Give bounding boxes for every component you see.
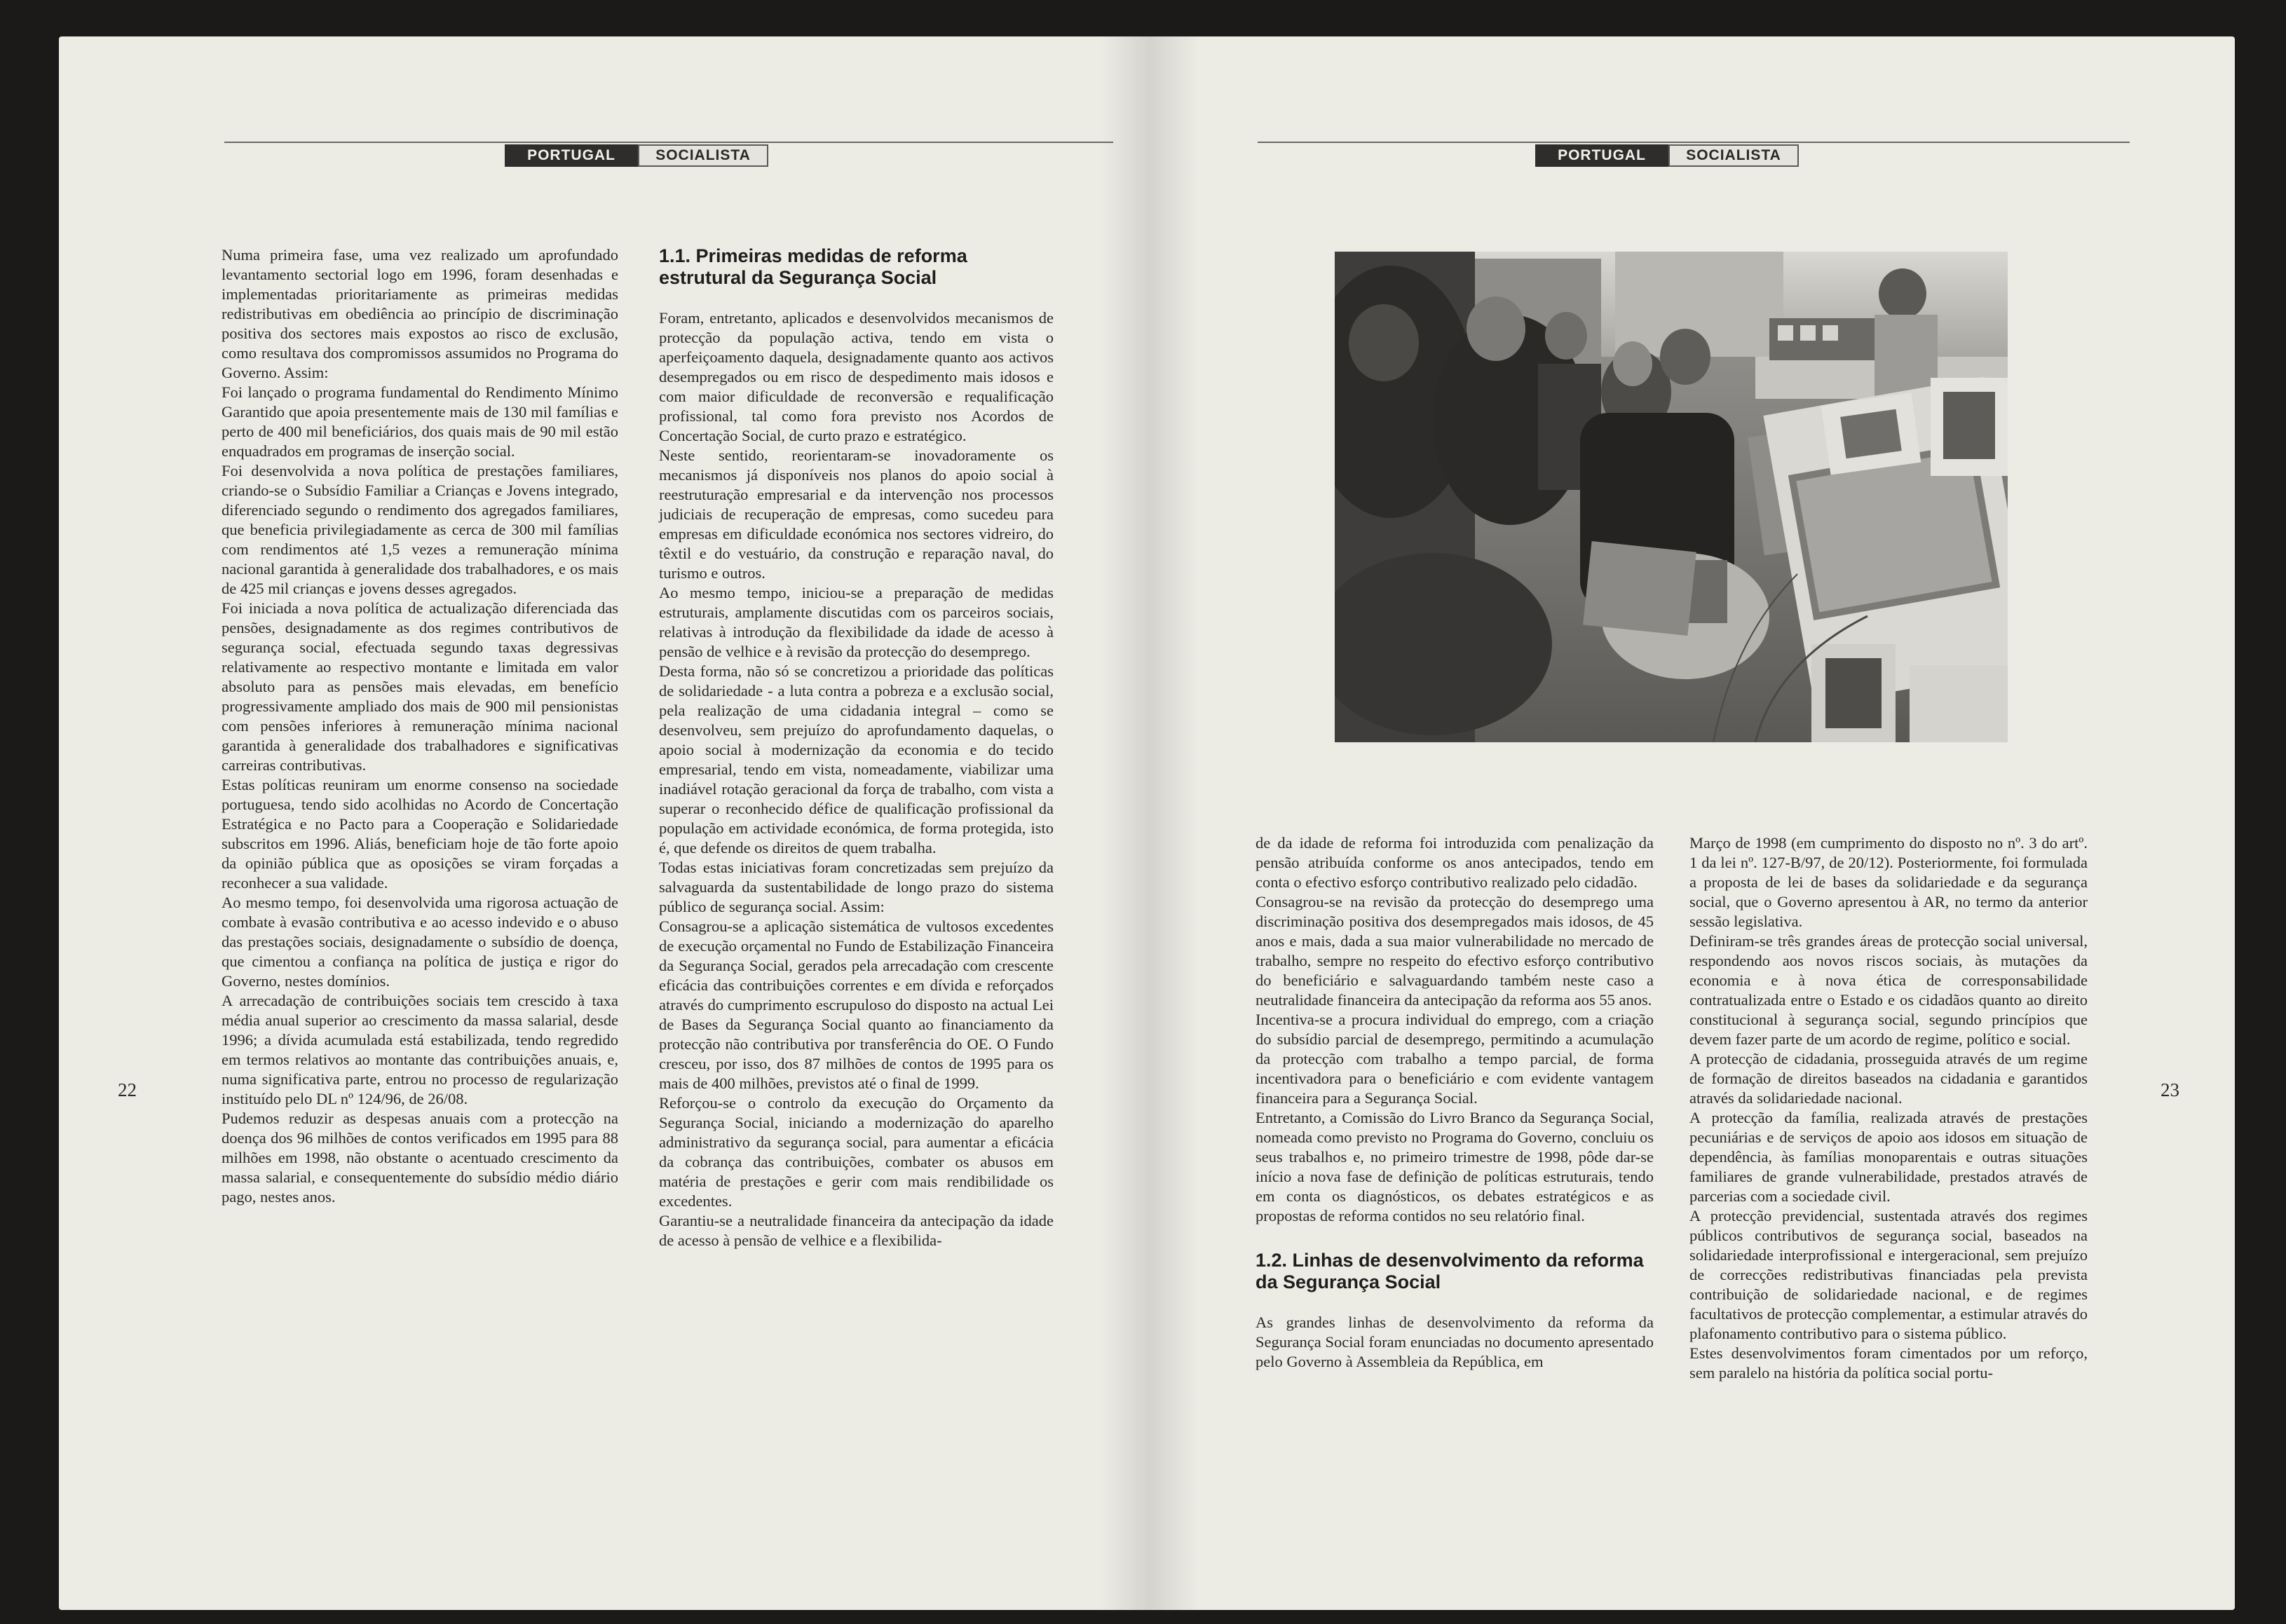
paragraph: Estes desenvolvimentos foram cimentados por um reforço, sem paralelo na história da política social portu- — [1689, 1344, 2088, 1381]
paragraph: de da idade de reforma foi introduzida com penalização da pensão atribuída conforme os anos antecipados, tendo em conta o efectivo esforço contributivo realizado pelo cidadão. — [1256, 834, 1654, 891]
header-rule-left — [224, 142, 1113, 143]
paragraph: Foi iniciada a nova política de actualização diferenciada das pensões, designadamente as dos regimes contributivos de segurança social, efectuada segundo taxas degressivas relativamente ao respectivo montante e limitada em valor absoluto para as pensões mais elevadas, em benefício progressivamente ampliado dos mais de 900 mil pensionistas com pensões inferiores à remuneração mínima nacional garantida à generalidade dos trabalhadores e significativas carreiras contributivas. — [222, 599, 618, 774]
paragraph: A protecção de cidadania, prosseguida através de um regime de formação de direitos baseados na cidadania e garantidos através da solidariedade nacional. — [1689, 1050, 2088, 1107]
paragraph: Todas estas iniciativas foram concretizadas sem prejuízo da salvaguarda da sustentabilidade de longo prazo do sistema público de segurança social. Assim: — [659, 859, 1054, 915]
paragraph: A protecção da família, realizada através de prestações pecuniárias e de serviços de apoio aos idosos em situação de dependência, às famílias monoparentais e outras situações familiares de grande vulnerabilidade, prestados através de parcerias com a sociedade civil. — [1689, 1109, 2088, 1205]
paragraph: Reforçou-se o controlo da execução do Orçamento da Segurança Social, iniciando a modernização do aparelho administrativo da segurança social, para aumentar a eficácia da cobrança das contribuições, combater os abusos em matéria de prestações e gerir com mais rendibilidade os excedentes. — [659, 1094, 1054, 1210]
gutter-shadow-right — [1150, 36, 1199, 1610]
right-column-1 — [1256, 833, 1654, 1372]
paragraph: Foram, entretanto, aplicados e desenvolvidos mecanismos de protecção da população activa, tendo em vista o aperfeiçoamento daquela, designadamente quanto aos activos desempregados ou em risco de despedimento mais idosos e com maior dificuldade de reconversão e requalificação profissional, tal como fora previsto nos Acordos de Concertação Social, de curto prazo e estratégico. — [659, 309, 1054, 444]
paragraph: Ao mesmo tempo, foi desenvolvida uma rigorosa actuação de combate à evasão contributiva e ao acesso indevido e o abuso das prestações sociais, designadamente o subsídio de doença, que cimentou a confiança na política de justiça e rigor do Governo, nestes domínios. — [222, 894, 618, 990]
paragraph: A arrecadação de contribuições sociais tem crescido à taxa média anual superior ao crescimento da massa salarial, desde 1996; a dívida acumulada está estabilizada, tendo regredido em termos relativos ao montante das contribuições anuais, e, numa significativa parte, entrou no processo de regularização instituído pelo DL nº 124/96, de 26/08. — [222, 992, 618, 1107]
paragraph: Consagrou-se na revisão da protecção do desemprego uma discriminação positiva dos desempregados mais idosos, de 45 anos e mais, dada a sua maior vulnerabilidade no mercado de trabalho, sempre no respeito do efectivo esforço contributivo do beneficiário e salvaguardando também neste caso a neutralidade financeira da antecipação da reforma aos 55 anos. — [1256, 893, 1654, 1009]
left-column-2 — [659, 245, 1054, 1250]
header-rule-right — [1258, 142, 2130, 143]
section-heading-1-2: 1.2. Linhas de desenvolvimento da reforma da Segurança Social — [1256, 1250, 1644, 1292]
paragraph: Ao mesmo tempo, iniciou-se a preparação de medidas estruturais, amplamente discutidas com os parceiros sociais, relativas à introdução da flexibilidade da idade de acesso à pensão de velhice e à revisão da protecção do desemprego. — [659, 584, 1054, 660]
page-number-right: 23 — [2161, 1079, 2179, 1100]
paragraph: A protecção previdencial, sustentada através dos regimes públicos contributivos de segurança social, baseados na solidariedade interprofissional e intergeracional, sem prejuízo de correcções redistributivas financiadas pela prevista contribuição de solidariedade nacional, e de regimes facultativos de protecção complementar, a estimular através do plafonamento contributivo para o sistema público. — [1689, 1207, 2088, 1342]
page-number-left: 22 — [118, 1079, 137, 1100]
masthead-portugal: PORTUGAL — [505, 144, 638, 167]
photo-illustration — [1335, 252, 2008, 742]
paragraph: Incentiva-se a procura individual do emprego, com a criação do subsídio parcial de desemprego, permitindo a acumulação da protecção com trabalho a tempo parcial, de forma incentivadora para o beneficiário e com evidente vantagem financeira para a Segurança Social. — [1256, 1011, 1654, 1107]
left-column-1 — [222, 245, 618, 1207]
right-page — [1150, 36, 2235, 1610]
paragraph: Entretanto, a Comissão do Livro Branco da Segurança Social, nomeada como previsto no Programa do Governo, concluiu os seus trabalhos e, no primeiro trimestre de 1998, pôde dar-se início a nova fase de definição de políticas estruturais, tendo em conta os diagnósticos, os debates estratégicos e as propostas de reforma contidos no seu relatório final. — [1256, 1109, 1654, 1224]
masthead-socialista: SOCIALISTA — [638, 144, 768, 167]
left-page — [59, 36, 1150, 1610]
masthead-left — [505, 144, 768, 167]
street-artists-photo — [1335, 252, 2008, 742]
paragraph: Definiram-se três grandes áreas de protecção social universal, respondendo aos novos riscos sociais, às mutações da economia e à nova ética de corresponsabilidade contratualizada entre o Estado e os cidadãos quanto ao direito constitucional à segurança social, segundo princípios que devem fazer parte de um acordo de regime, político e social. — [1689, 932, 2088, 1048]
paragraph: Março de 1998 (em cumprimento do disposto no nº. 3 do artº. 1 da lei nº. 127-B/97, de 20/12). Posteriormente, foi formulada a proposta de lei de bases da solidariedade e da segurança social, que o Governo apresentou à AR, no termo da anterior sessão legislativa. — [1689, 834, 2088, 930]
paragraph: Pudemos reduzir as despesas anuais com a protecção na doença dos 96 milhões de contos verificados em 1995 para 88 milhões em 1998, não obstante o acentuado crescimento da massa salarial, e consequentemente do subsídio médio diário pago, nestes anos. — [222, 1110, 618, 1206]
masthead-socialista: SOCIALISTA — [1668, 144, 1799, 167]
right-column-2 — [1689, 833, 2088, 1383]
masthead-right — [1535, 144, 1799, 167]
paragraph: Foi lançado o programa fundamental do Rendimento Mínimo Garantido que apoia presentemente mais de 130 mil famílias e perto de 400 mil beneficiários, dos quais mais de 90 mil estão enquadrados em programas de inserção social. — [222, 383, 618, 460]
paragraph: As grandes linhas de desenvolvimento da reforma da Segurança Social foram enunciadas no documento apresentado pelo Governo à Assembleia da República, em — [1256, 1313, 1654, 1370]
paragraph: Numa primeira fase, uma vez realizado um aprofundado levantamento sectorial logo em 1996, foram desenhadas e implementadas prioritariamente as primeiras medidas redistributivas em obediência ao princípio de discriminação positiva dos sectores mais expostos ao risco de exclusão, como resultava dos compromissos assumidos no Programa do Governo. Assim: — [222, 246, 618, 381]
paragraph: Neste sentido, reorientaram-se inovadoramente os mecanismos já disponíveis nos planos do apoio social à reestruturação empresarial e da intervenção nos processos judiciais de recuperação de empresas, como sucedeu para empresas em dificuldade económica nos sectores vidreiro, do têxtil e do vestuário, da construção e reparação naval, do turismo e outros. — [659, 446, 1054, 582]
paragraph: Foi desenvolvida a nova política de prestações familiares, criando-se o Subsídio Familiar a Crianças e Jovens integrado, diferenciado segundo o rendimento dos agregados familiares, que beneficia privilegiadamente as cerca de 300 mil famílias com rendimentos até 1,5 vezes a remuneração mínima nacional garantida à generalidade dos trabalhadores, e os mais de 425 mil crianças e jovens desses agregados. — [222, 462, 618, 597]
gutter-shadow-left — [1101, 36, 1150, 1610]
section-heading-1-1: 1.1. Primeiras medidas de reforma estrutural da Segurança Social — [659, 245, 967, 288]
paragraph: Consagrou-se a aplicação sistemática de vultosos excedentes de execução orçamental no Fundo de Estabilização Financeira da Segurança Social, gerados pela arrecadação com crescente eficácia das contribuições correntes e em dívida e reforçados através do cumprimento escrupuloso do disposto na actual Lei de Bases da Segurança Social quanto ao financiamento da protecção não contributiva por transferência do OE. O Fundo cresceu, por isso, dos 87 milhões de contos de 1995 para os mais de 400 milhões, previstos até o final de 1999. — [659, 917, 1054, 1092]
masthead-portugal: PORTUGAL — [1535, 144, 1668, 167]
paragraph: Estas políticas reuniram um enorme consenso na sociedade portuguesa, tendo sido acolhidas no Acordo de Concertação Estratégica e no Pacto para a Cooperação e Solidariedade subscritos em 1996. Aliás, beneficiam hoje de tão forte apoio da opinião pública que as oposições se viram forçadas a reconhecer a sua validade. — [222, 776, 618, 892]
paragraph: Desta forma, não só se concretizou a prioridade das políticas de solidariedade - a luta contra a pobreza e a exclusão social, pela realização de uma cidadania integral – como se desenvolveu, sem prejuízo do aprofundamento daquelas, o apoio social à modernização da economia e do tecido empresarial, tendo em vista, nomeadamente, viabilizar uma inadiável rotação geracional da força de trabalho, com vista a superar o reconhecido défice de qualificação profissional da população em actividade económica, de forma protegida, isto é, que defende os direitos de quem trabalha. — [659, 662, 1054, 857]
paragraph: Garantiu-se a neutralidade financeira da antecipação da idade de acesso à pensão de velhice e a flexibilida- — [659, 1212, 1054, 1249]
